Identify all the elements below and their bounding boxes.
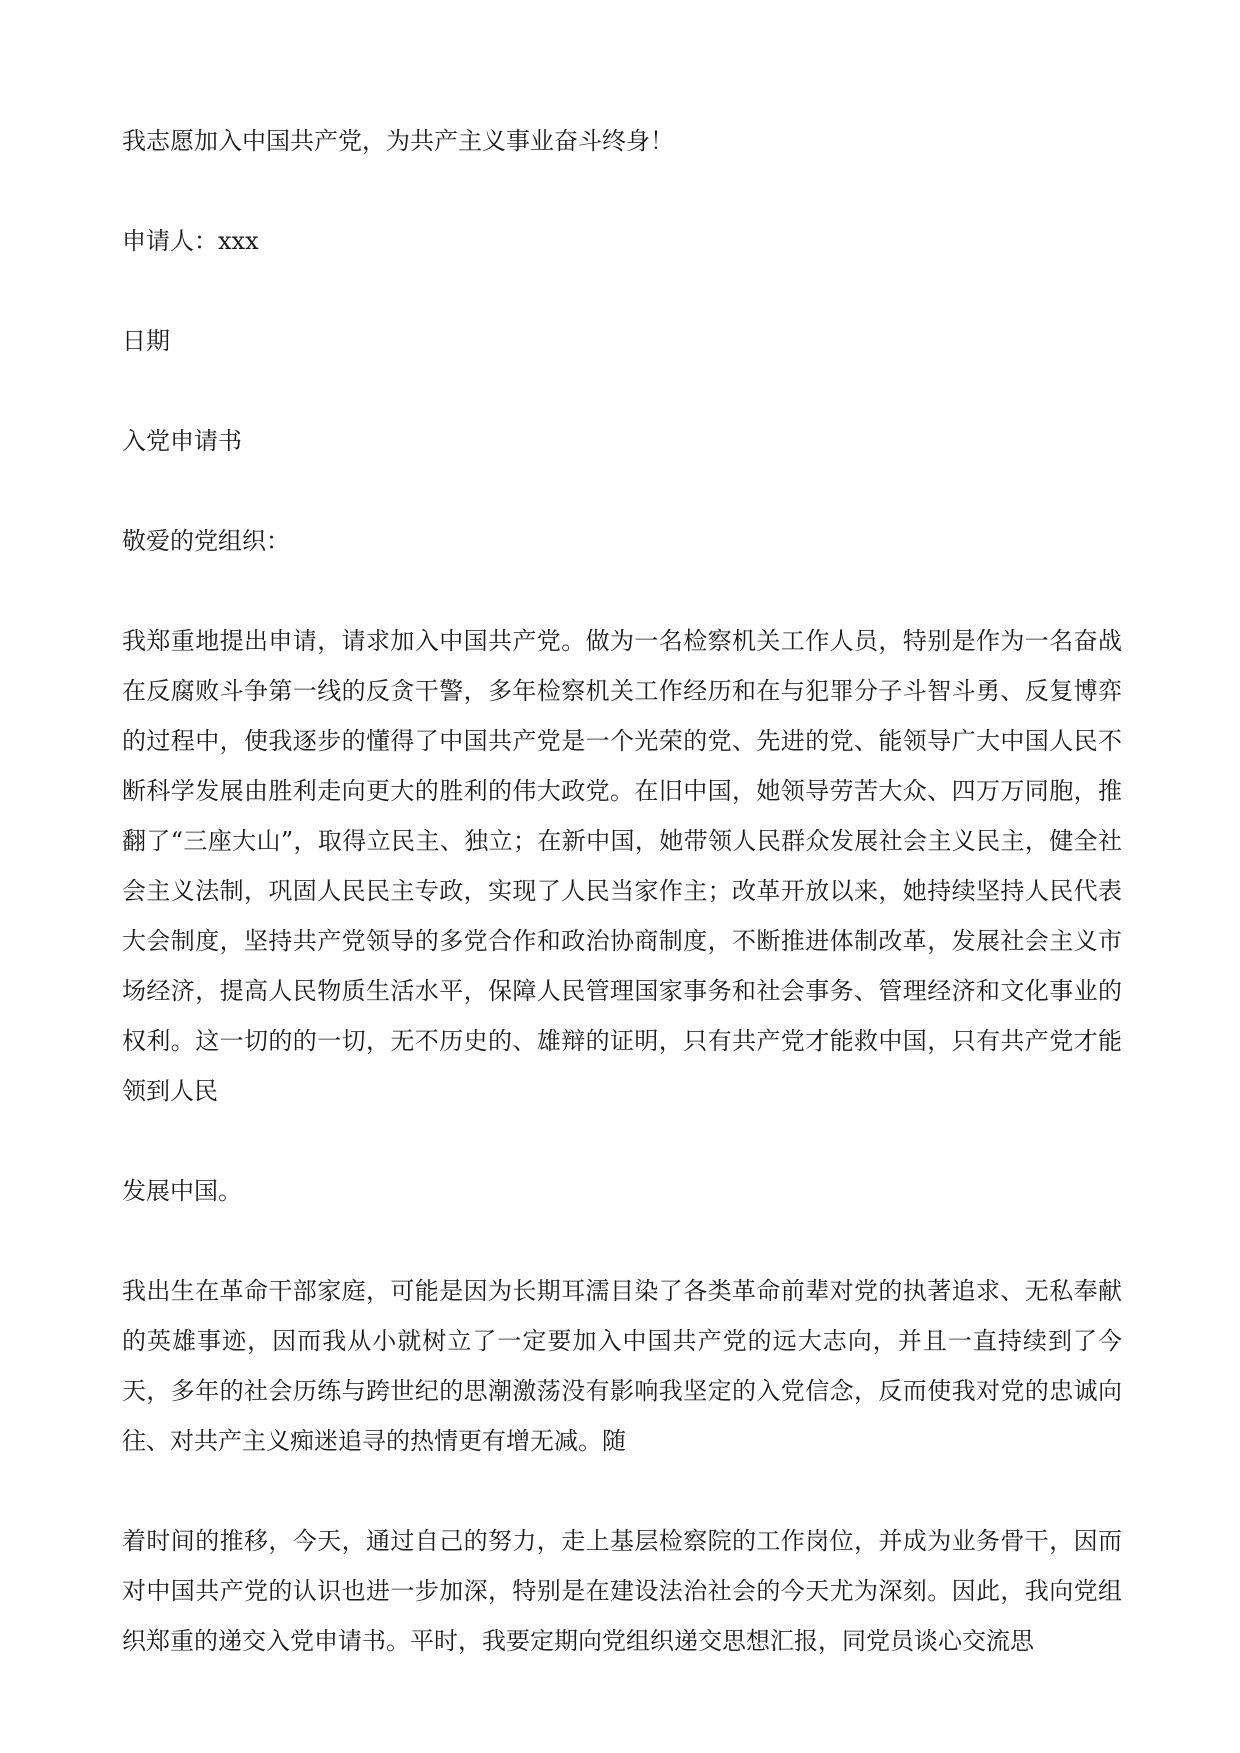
body-paragraph: 我出生在革命干部家庭，可能是因为长期耳濡目染了各类革命前辈对党的执著追求、无私奉献的英雄事迹，因而我从小就树立了一定要加入中国共产党的远大志向，并且一直持续到了今天，多年的社会历练与跨世纪的思潮激荡没有影响我坚定的入党信念，反而使我对党的忠诚向往、对共产主义痴迷追寻的热情更有增无减。随 bbox=[122, 1277, 1122, 1455]
document-body bbox=[122, 116, 1122, 1666]
body-paragraph: 我郑重地提出申请，请求加入中国共产党。做为一名检察机关工作人员，特别是作为一名奋战在反腐败斗争第一线的反贪干警，多年检察机关工作经历和在与犯罪分子斗智斗勇、反复博弈的过程中，使我逐步的懂得了中国共产党是一个光荣的党、先进的党、能领导广大中国人民不断科学发展由胜利走向更大的胜利的伟大政党。在旧中国，她领导劳苦大众、四万万同胞，推翻了“三座大山”，取得立民主、独立；在新中国，她带领人民群众发展社会主义民主，健全社会主义法制，巩固人民民主专政，实现了人民当家作主；改革开放以来，她持续坚持人民代表大会制度，坚持共产党领导的多党合作和政治协商制度，不断推进体制改革，发展社会主义市场经济，提高人民物质生活水平，保障人民管理国家事务和社会事务、管理经济和文化事业的权利。这一切的的一切，无不历史的、雄辩的证明，只有共产党才能救中国，只有共产党才能领到人民 bbox=[122, 627, 1122, 1105]
body-paragraph: 着时间的推移，今天，通过自己的努力，走上基层检察院的工作岗位，并成为业务骨干，因而对中国共产党的认识也进一步加深，特别是在建设法治社会的今天尤为深刻。因此，我向党组织郑重的递交入党申请书。平时，我要定期向党组织递交思想汇报，同党员谈心交流思 bbox=[122, 1527, 1122, 1655]
body-paragraph: 发展中国。 bbox=[122, 1177, 242, 1205]
date-line: 日期 bbox=[122, 327, 170, 355]
salutation: 敬爱的党组织： bbox=[122, 527, 290, 555]
applicant-line: 申请人：xxx bbox=[122, 227, 259, 255]
oath-line: 我志愿加入中国共产党，为共产主义事业奋斗终身！ bbox=[122, 127, 674, 155]
document-title: 入党申请书 bbox=[122, 427, 242, 455]
